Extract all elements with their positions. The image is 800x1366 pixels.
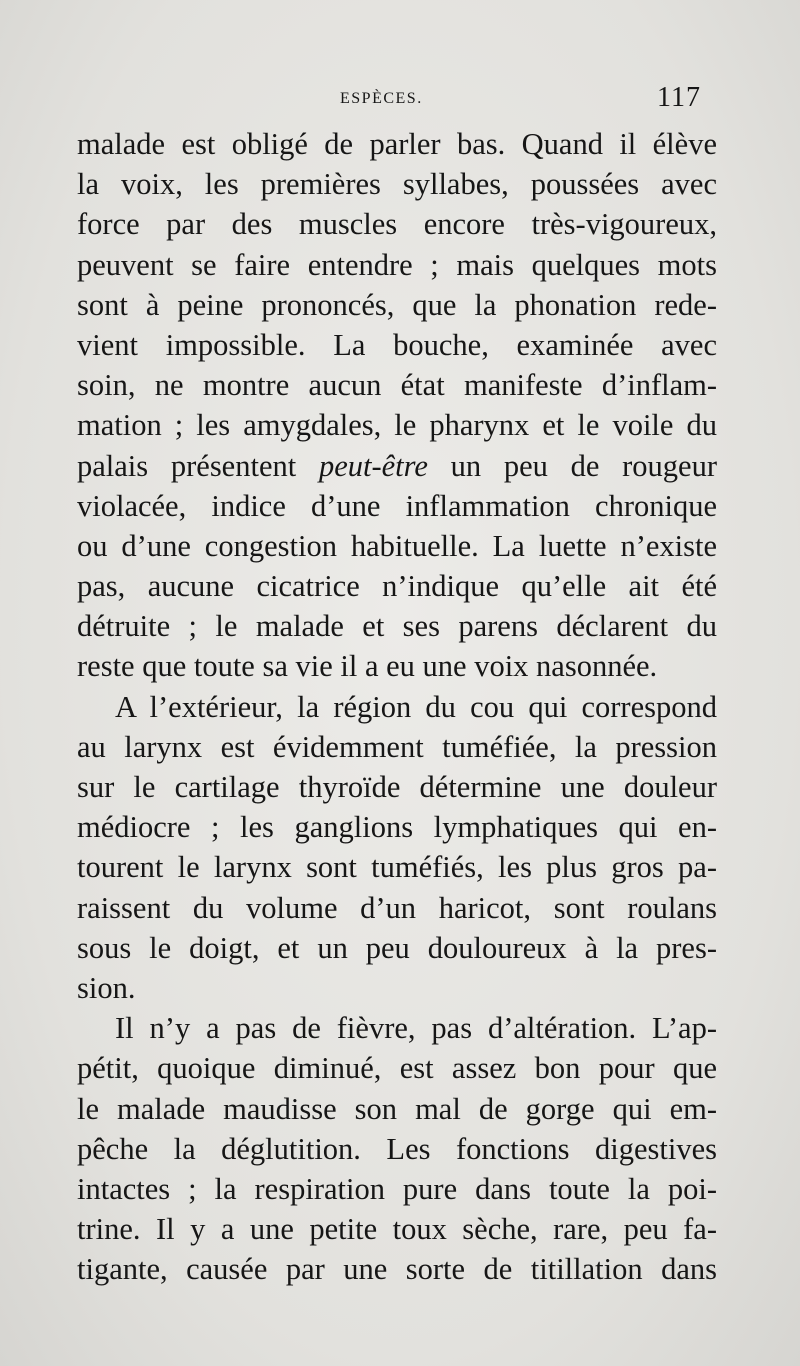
running-title: ESPÈCES. — [340, 90, 423, 107]
text-line: Il n’y a pas de fièvre, pas d’altération. L’ap- — [115, 1011, 717, 1046]
text-line: sur le cartilage thyroïde détermine une douleur — [77, 770, 717, 804]
text-line: médiocre ; les ganglions lymphatiques qui en- — [77, 810, 717, 845]
text-line: intactes ; la respiration pure dans toute la poi- — [77, 1171, 717, 1206]
text-segment: palais présentent — [77, 448, 319, 483]
text-line: tourent le larynx sont tuméfiés, les plus gros pa- — [77, 850, 717, 885]
text-line: A l’extérieur, la région du cou qui correspond — [115, 689, 717, 724]
text-line: sion. — [77, 970, 136, 1005]
text-line: tigante, causée par une sorte de titillation dans — [77, 1252, 717, 1287]
italic-text: peut-être — [318, 448, 428, 483]
text-line: soin, ne montre aucun état manifeste d’inflam- — [77, 368, 717, 403]
text-line: détruite ; le malade et ses parens déclarent du — [77, 609, 717, 644]
text-line: pétit, quoique diminué, est assez bon pour que — [77, 1051, 717, 1086]
text-line: raissent du volume d’un haricot, sont roulans — [77, 890, 717, 925]
text-line: au larynx est évidemment tuméfiée, la pression — [77, 729, 717, 764]
text-line: trine. Il y a une petite toux sèche, rare, peu fa- — [77, 1212, 717, 1247]
page-number: 117 — [657, 82, 701, 113]
text-line: ou d’une congestion habituelle. La luette n’existe — [77, 528, 717, 563]
text-line: reste que toute sa vie il a eu une voix nasonnée. — [77, 649, 658, 684]
text-line: la voix, les premières syllabes, poussées avec — [77, 167, 717, 202]
text-line: violacée, indice d’une inflammation chronique — [77, 488, 717, 523]
text-line: sont à peine prononcés, que la phonation rede- — [77, 287, 717, 322]
text-line: vient impossible. La bouche, examinée avec — [77, 327, 717, 362]
text-segment: un peu de rougeur — [427, 448, 717, 483]
text-line: sous le doigt, et un peu douloureux à la pres- — [77, 930, 717, 965]
text-line: malade est obligé de parler bas. Quand il élève — [77, 127, 717, 161]
text-line: pas, aucune cicatrice n’indique qu’elle ait été — [77, 569, 717, 604]
text-line: force par des muscles encore très-vigoureux, — [77, 207, 717, 242]
text-line: mation ; les amygdales, le pharynx et le voile du — [77, 408, 717, 443]
text-line: peuvent se faire entendre ; mais quelques mots — [77, 247, 717, 282]
running-head — [0, 82, 800, 116]
body-text — [77, 124, 717, 1289]
text-line: le malade maudisse son mal de gorge qui em- — [77, 1091, 717, 1126]
text-line: pêche la déglutition. Les fonctions digestives — [77, 1131, 717, 1166]
text-line — [77, 446, 717, 486]
